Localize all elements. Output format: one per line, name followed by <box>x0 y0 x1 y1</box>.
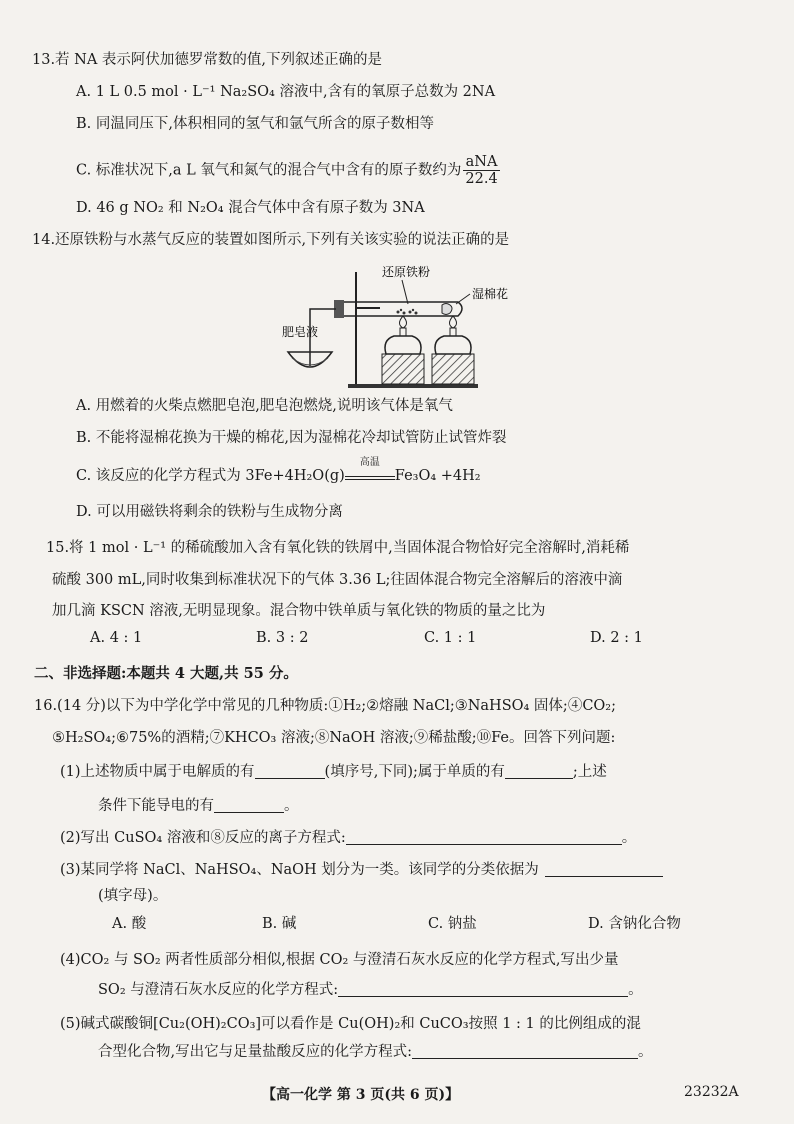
q14-option-c-products: Fe₃O₄ +4H₂ <box>394 468 481 484</box>
q16-part-3 <box>60 860 663 880</box>
wet-cotton-wad <box>442 304 452 315</box>
q14-option-b: B. 不能将湿棉花换为干燥的棉花,因为湿棉花冷却试管防止试管炸裂 <box>76 430 507 446</box>
q16-part-2 <box>60 828 636 848</box>
q16-p5-text: 合型化合物,写出它与足量盐酸反应的化学方程式: <box>98 1044 412 1060</box>
q16-line-1: 16.(14 分)以下为中学化学中常见的几种物质:①H₂;②熔融 NaCl;③NaHSO₄ 固体;④CO₂; <box>34 698 617 714</box>
q15-line-3: 加几滴 KSCN 溶液,无明显现象。混合物中铁单质与氧化铁的物质的量之比为 <box>52 603 546 619</box>
q13-fraction-numerator: aNA <box>463 154 499 171</box>
q16-p1-blank-conductive[interactable] <box>214 798 284 813</box>
q16-part-3-note: (填字母)。 <box>98 888 168 904</box>
q16-p3-option-d: D. 含钠化合物 <box>588 916 681 932</box>
q16-p1-text-b: (填序号,下同);属于单质的有 <box>324 764 505 780</box>
q13-fraction-denominator: 22.4 <box>465 171 498 187</box>
stand-base <box>348 384 478 388</box>
q16-p1-blank-electrolytes[interactable] <box>255 764 325 779</box>
q16-p4-blank-equation[interactable] <box>338 982 628 997</box>
q16-p5-blank-equation[interactable] <box>412 1044 638 1059</box>
q16-p3-option-a: A. 酸 <box>112 916 147 932</box>
q16-part-4: (4)CO₂ 与 SO₂ 两者性质部分相似,根据 CO₂ 与澄清石灰水反应的化学方程式,写出少量 <box>60 952 619 968</box>
q14-apparatus-figure <box>270 258 510 390</box>
reaction-condition: 高温 <box>359 457 380 468</box>
q13-option-d: D. 46 g NO₂ 和 N₂O₄ 混合气体中含有原子数为 3NA <box>76 200 425 216</box>
page-footer-code: 23232A <box>684 1084 739 1100</box>
q13-option-b: B. 同温同压下,体积相同的氢气和氩气所含的原子数相等 <box>76 116 434 132</box>
q16-p1-text-a: (1)上述物质中属于电解质的有 <box>60 764 255 780</box>
q16-p3-option-c: C. 钠盐 <box>428 916 477 932</box>
label-iron-powder: 还原铁粉 <box>382 265 431 279</box>
alcohol-lamp-left <box>382 316 424 384</box>
q13-fraction <box>463 154 499 187</box>
q14-stem: 14.还原铁粉与水蒸气反应的装置如图所示,下列有关该实验的说法正确的是 <box>32 232 510 248</box>
q13-option-c <box>76 154 500 187</box>
q14-option-a: A. 用燃着的火柴点燃肥皂泡,肥皂泡燃烧,说明该气体是氧气 <box>76 398 453 414</box>
q16-p4-text: SO₂ 与澄清石灰水反应的化学方程式: <box>98 982 339 998</box>
alcohol-lamp-right <box>432 316 474 384</box>
q15-option-b: B. 3 : 2 <box>256 630 309 646</box>
q16-p4-end: 。 <box>628 982 643 998</box>
q16-p3-option-b: B. 碱 <box>262 916 297 932</box>
q16-p2-blank-ionic-equation[interactable] <box>346 830 622 845</box>
q16-p1-text-e: 。 <box>284 798 299 814</box>
section-2-heading: 二、非选择题:本题共 4 大题,共 55 分。 <box>34 665 298 682</box>
q16-p1-blank-elements[interactable] <box>505 764 573 779</box>
q15-option-d: D. 2 : 1 <box>590 630 643 646</box>
q16-p5-end: 。 <box>638 1044 653 1060</box>
q14-option-c-text: C. 该反应的化学方程式为 3Fe+4H₂O(g) <box>76 468 345 484</box>
q15-option-a: A. 4 : 1 <box>90 630 143 646</box>
q15-line-1: 15.将 1 mol · L⁻¹ 的稀硫酸加入含有氧化铁的铁屑中,当固体混合物恰好完全溶解时,消耗稀 <box>46 540 630 556</box>
q15-option-c: C. 1 : 1 <box>424 630 477 646</box>
q13-option-a: A. 1 L 0.5 mol · L⁻¹ Na₂SO₄ 溶液中,含有的氧原子总数为 2NA <box>76 84 496 100</box>
q13-option-c-text: C. 标准状况下,a L 氧气和氮气的混合气中含有的原子数约为 <box>76 162 462 179</box>
q14-option-d: D. 可以用磁铁将剩余的铁粉与生成物分离 <box>76 504 343 520</box>
q16-p3-blank-basis[interactable] <box>545 862 663 877</box>
q16-line-2: ⑤H₂SO₄;⑥75%的酒精;⑦KHCO₃ 溶液;⑧NaOH 溶液;⑨稀盐酸;⑩Fe。回答下列问题: <box>52 730 616 746</box>
q16-part-5-cont <box>98 1042 653 1062</box>
q16-p2-end: 。 <box>621 830 637 846</box>
iron-powder-dots <box>397 309 418 315</box>
q16-p2-text: (2)写出 CuSO₄ 溶液和⑧反应的离子方程式: <box>60 830 346 846</box>
page-footer-center: 【高一化学 第 3 页(共 6 页)】 <box>262 1087 460 1103</box>
q14-option-c <box>76 457 481 486</box>
label-soap-solution: 肥皂液 <box>282 325 319 339</box>
q16-part-4-cont <box>98 980 643 1000</box>
reaction-arrow <box>345 457 395 480</box>
q15-line-2: 硫酸 300 mL,同时收集到标准状况下的气体 3.36 L;往固体混合物完全溶解后的溶液中滴 <box>52 572 623 588</box>
q16-part-1-cont <box>98 796 299 816</box>
q16-p1-text-c: ;上述 <box>572 764 607 780</box>
apparatus-diagram <box>270 258 510 390</box>
label-wet-cotton: 湿棉花 <box>472 287 509 301</box>
q16-p3-text: (3)某同学将 NaCl、NaHSO₄、NaOH 划分为一类。该同学的分类依据为 <box>60 862 539 878</box>
q16-p1-text-d: 条件下能导电的有 <box>98 798 214 814</box>
q16-part-1 <box>60 762 607 782</box>
q16-part-5: (5)碱式碳酸铜[Cu₂(OH)₂CO₃]可以看作是 Cu(OH)₂和 CuCO₃按照 1 : 1 的比例组成的混 <box>60 1016 641 1032</box>
q13-stem: 13.若 NA 表示阿伏加德罗常数的值,下列叙述正确的是 <box>32 52 383 68</box>
